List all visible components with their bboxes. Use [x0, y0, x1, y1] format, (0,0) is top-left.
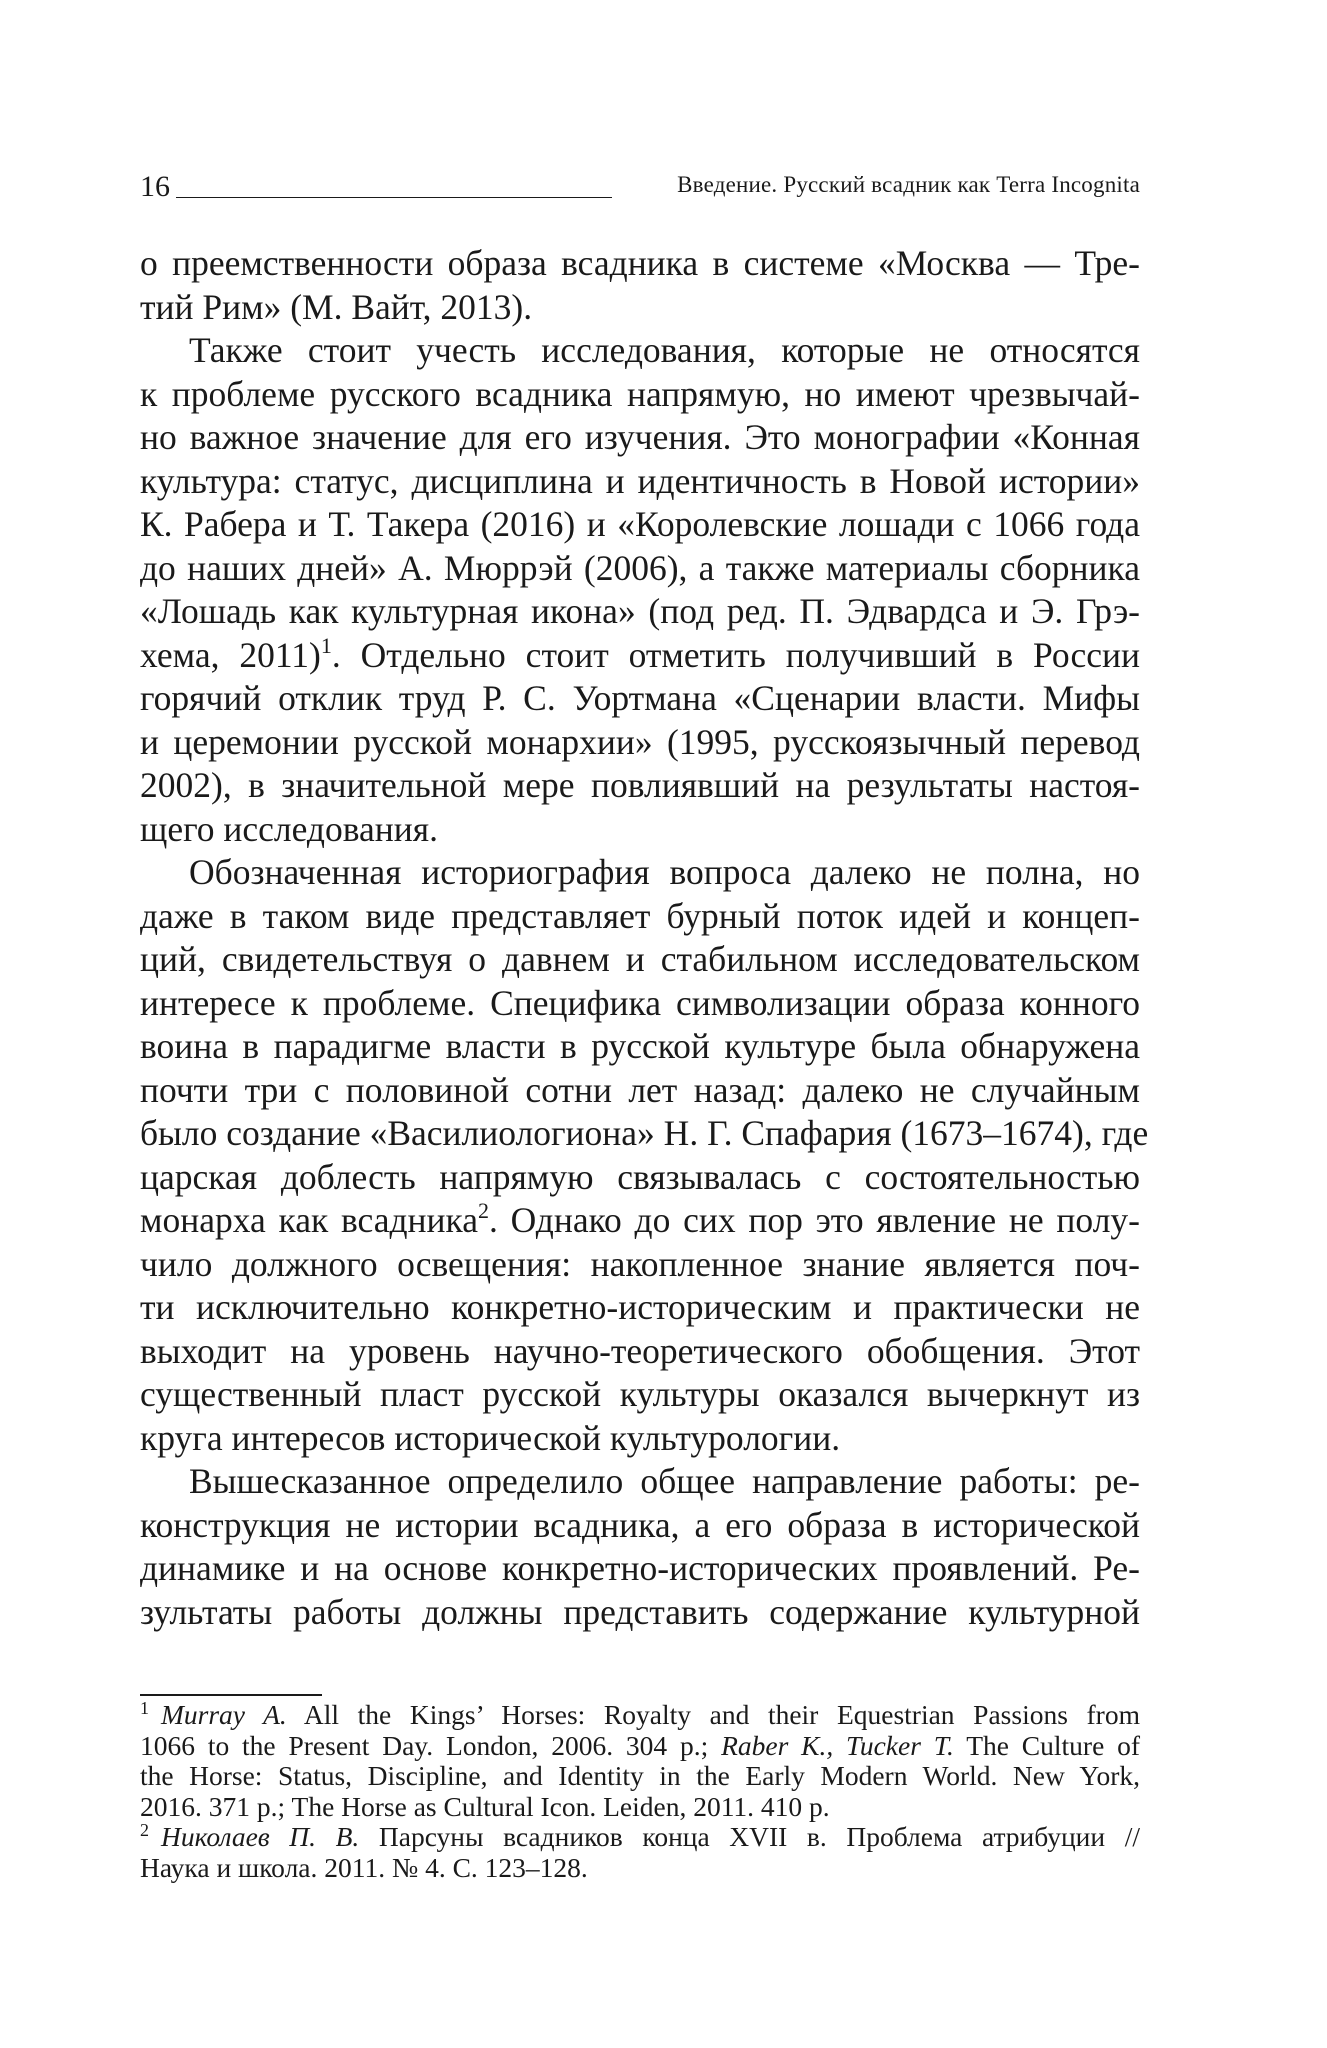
text-line: интересе к проблеме. Специфика символизации образа конного [140, 982, 1140, 1023]
footnote-1-line [140, 1700, 1140, 1731]
text-line: даже в таком виде представляет бурный поток идей и концеп- [140, 895, 1140, 936]
running-head [140, 162, 1140, 202]
text-line: чило должного освещения: накопленное знание является поч- [140, 1243, 1140, 1284]
text-line: ти исключительно конкретно-историческим и практически не [140, 1287, 1140, 1327]
footnote-author: Николаев П. В. [161, 1821, 360, 1852]
footnote-1-line: the Horse: Status, Discipline, and Identity in the Early Modern World. New York, [140, 1760, 1140, 1791]
text-line [140, 1199, 1140, 1243]
footnote-text: The Culture of [953, 1729, 1141, 1761]
text-line: 2002), в значительной мере повлиявший на результаты настоя- [140, 765, 1140, 805]
page-number: 16 [140, 170, 170, 203]
text-line: царская доблесть напрямую связывалась с состоятельностью [140, 1156, 1140, 1197]
text-line: и церемонии русской монархии» (1995, русскоязычный перевод [140, 721, 1140, 762]
footnote-mark: 2 [140, 1820, 149, 1840]
header-rule [176, 197, 612, 198]
text-line: Вышесказанное определило общее направление работы: ре- [189, 1461, 1140, 1501]
text-line: щего исследования. [140, 808, 438, 849]
text-line: до наших дней» А. Мюррэй (2006), а также материалы сборника [140, 547, 1140, 588]
text-line: культура: статус, дисциплина и идентичность в Новой истории» [140, 460, 1140, 501]
footnote-author: Murray A. [161, 1699, 287, 1730]
text-line: было создание «Василиологиона» Н. Г. Спафария (1673–1674), где [140, 1113, 1149, 1153]
footnote-mark: 1 [140, 1698, 149, 1718]
text-line: ций, свидетельствуя о давнем и стабильном исследовательском [140, 939, 1140, 979]
footnote-author: Raber K., Tucker T. [721, 1729, 954, 1761]
footnote-ref-2[interactable]: 2 [477, 1198, 489, 1223]
footnote-text: Парсуны всадников конца XVII в. Проблема атрибуции // [359, 1821, 1140, 1852]
footnote-2-line: Наука и школа. 2011. № 4. С. 123–128. [140, 1851, 588, 1883]
text-fragment: . Отдельно стоит отметить получивший в России [331, 634, 1140, 675]
footnotes [140, 1700, 1140, 1883]
text-fragment: . Однако до сих пор это явление не полу- [488, 1200, 1140, 1240]
text-line: выходит на уровень научно-теоретического обобщения. Этот [140, 1330, 1140, 1371]
footnote-text: All the Kings’ Horses: Royalty and their Equestrian Passions from [286, 1699, 1140, 1730]
footnote-rule [140, 1694, 322, 1696]
text-line: горячий отклик труд Р. С. Уортмана «Сценарии власти. Мифы [140, 678, 1140, 718]
text-line: конструкция не истории всадника, а его образа в исторической [140, 1504, 1140, 1545]
text-line: динамике и на основе конкретно-исторических проявлений. Ре- [140, 1548, 1140, 1588]
text-line: существенный пласт русской культуры оказался вычеркнут из [140, 1374, 1140, 1414]
text-line: зультаты работы должны представить содержание культурной [140, 1591, 1140, 1632]
text-line: воина в парадигме власти в русской культуре была обнаружена [140, 1026, 1140, 1066]
text-fragment: монарха как всадника [140, 1200, 478, 1240]
footnote-text: 1066 to the Present Day. London, 2006. 304 p.; [140, 1729, 722, 1761]
text-line: почти три с половиной сотни лет назад: далеко не случайным [140, 1069, 1140, 1110]
text-line: круга интересов исторической культурологии. [140, 1417, 841, 1458]
text-line: тий Рим» (М. Вайт, 2013). [140, 286, 533, 327]
text-line: Обозначенная историография вопроса далеко не полна, но [189, 852, 1140, 892]
text-line: К. Рабера и Т. Такера (2016) и «Королевские лошади с 1066 года [140, 504, 1140, 544]
body-text [140, 242, 1149, 1634]
text-line [140, 634, 1140, 678]
text-line: но важное значение для его изучения. Это монографии «Конная [140, 417, 1140, 457]
text-fragment: хема, 2011) [140, 634, 321, 675]
footnote-1-line: 2016. 371 p.; The Horse as Cultural Icon. Leiden, 2011. 410 p. [140, 1790, 830, 1822]
text-line: Также стоит учесть исследования, которые не относятся [189, 330, 1140, 370]
footnote-1-line [140, 1731, 1140, 1762]
footnote-2-line [140, 1822, 1140, 1853]
text-line: к проблеме русского всадника напрямую, но имеют чрезвычай- [140, 373, 1140, 414]
footnote-ref-1[interactable]: 1 [320, 632, 332, 658]
section-title: Введение. Русский всадник как Terra Incognita [677, 172, 1140, 197]
text-line: о преемственности образа всадника в системе «Москва — Тре- [140, 243, 1140, 283]
text-line: «Лошадь как культурная икона» (под ред. П. Эдвардса и Э. Грэ- [140, 591, 1140, 631]
